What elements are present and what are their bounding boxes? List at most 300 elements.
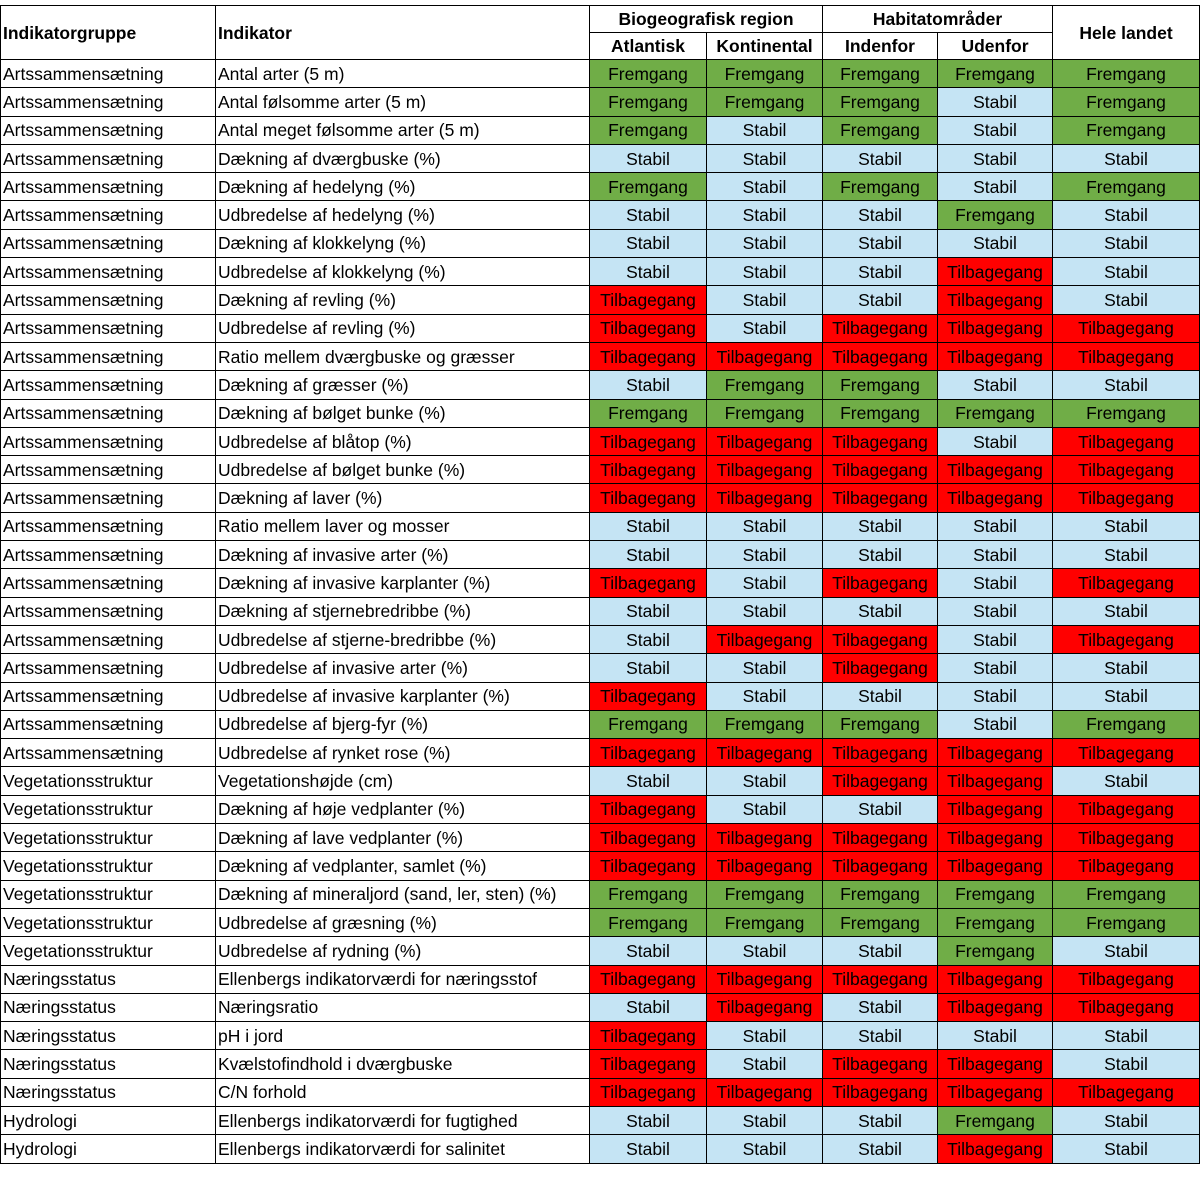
cell-status-indenfor: Stabil bbox=[823, 795, 938, 823]
cell-indikatorgruppe: Artssammensætning bbox=[1, 144, 216, 172]
cell-indikator: Dækning af invasive arter (%) bbox=[216, 541, 590, 569]
cell-indikatorgruppe: Artssammensætning bbox=[1, 399, 216, 427]
cell-indikator: Antal arter (5 m) bbox=[216, 60, 590, 88]
cell-indikatorgruppe: Næringsstatus bbox=[1, 1078, 216, 1106]
table-row bbox=[1, 314, 1200, 342]
cell-status-udenfor: Fremgang bbox=[938, 908, 1053, 936]
cell-status-atlantisk: Fremgang bbox=[590, 173, 707, 201]
cell-indikatorgruppe: Vegetationsstruktur bbox=[1, 852, 216, 880]
cell-status-udenfor: Stabil bbox=[938, 512, 1053, 540]
cell-status-hele-landet: Tilbagegang bbox=[1053, 456, 1200, 484]
cell-status-udenfor: Tilbagegang bbox=[938, 286, 1053, 314]
cell-status-indenfor: Stabil bbox=[823, 682, 938, 710]
cell-status-indenfor: Fremgang bbox=[823, 880, 938, 908]
cell-status-kontinental: Fremgang bbox=[707, 880, 823, 908]
cell-status-hele-landet: Stabil bbox=[1053, 201, 1200, 229]
cell-status-kontinental: Stabil bbox=[707, 258, 823, 286]
cell-status-atlantisk: Tilbagegang bbox=[590, 1022, 707, 1050]
cell-status-udenfor: Stabil bbox=[938, 597, 1053, 625]
cell-status-atlantisk: Stabil bbox=[590, 767, 707, 795]
cell-status-hele-landet: Fremgang bbox=[1053, 880, 1200, 908]
cell-status-indenfor: Tilbagegang bbox=[823, 314, 938, 342]
cell-indikator: Ellenbergs indikatorværdi for salinitet bbox=[216, 1135, 590, 1163]
cell-status-kontinental: Stabil bbox=[707, 116, 823, 144]
cell-indikator: Kvælstofindhold i dværgbuske bbox=[216, 1050, 590, 1078]
cell-indikatorgruppe: Artssammensætning bbox=[1, 258, 216, 286]
table-row bbox=[1, 1050, 1200, 1078]
cell-indikator: Udbredelse af rynket rose (%) bbox=[216, 739, 590, 767]
cell-status-atlantisk: Tilbagegang bbox=[590, 427, 707, 455]
cell-status-atlantisk: Tilbagegang bbox=[590, 484, 707, 512]
cell-indikator: Dækning af dværgbuske (%) bbox=[216, 144, 590, 172]
cell-indikator: Udbredelse af stjerne-bredribbe (%) bbox=[216, 625, 590, 653]
cell-status-kontinental: Tilbagegang bbox=[707, 456, 823, 484]
cell-indikatorgruppe: Artssammensætning bbox=[1, 625, 216, 653]
cell-indikatorgruppe: Artssammensætning bbox=[1, 427, 216, 455]
cell-status-udenfor: Tilbagegang bbox=[938, 824, 1053, 852]
table-row bbox=[1, 1078, 1200, 1106]
cell-status-kontinental: Stabil bbox=[707, 286, 823, 314]
cell-indikator: Dækning af laver (%) bbox=[216, 484, 590, 512]
cell-indikator: Ellenbergs indikatorværdi for fugtighed bbox=[216, 1106, 590, 1134]
cell-status-hele-landet: Fremgang bbox=[1053, 399, 1200, 427]
cell-status-kontinental: Stabil bbox=[707, 654, 823, 682]
cell-status-hele-landet: Stabil bbox=[1053, 1106, 1200, 1134]
cell-status-udenfor: Stabil bbox=[938, 88, 1053, 116]
cell-status-atlantisk: Stabil bbox=[590, 144, 707, 172]
cell-indikator: Vegetationshøjde (cm) bbox=[216, 767, 590, 795]
cell-status-indenfor: Stabil bbox=[823, 1106, 938, 1134]
table-header bbox=[1, 6, 1200, 60]
cell-status-atlantisk: Stabil bbox=[590, 541, 707, 569]
cell-status-hele-landet: Stabil bbox=[1053, 682, 1200, 710]
cell-status-hele-landet: Tilbagegang bbox=[1053, 625, 1200, 653]
header-atlantisk: Atlantisk bbox=[590, 33, 707, 60]
cell-status-atlantisk: Stabil bbox=[590, 258, 707, 286]
cell-status-udenfor: Stabil bbox=[938, 654, 1053, 682]
cell-indikator: Udbredelse af hedelyng (%) bbox=[216, 201, 590, 229]
table-row bbox=[1, 342, 1200, 370]
cell-status-indenfor: Tilbagegang bbox=[823, 824, 938, 852]
cell-indikatorgruppe: Artssammensætning bbox=[1, 342, 216, 370]
cell-status-udenfor: Tilbagegang bbox=[938, 965, 1053, 993]
cell-status-udenfor: Tilbagegang bbox=[938, 314, 1053, 342]
cell-indikator: Udbredelse af rydning (%) bbox=[216, 937, 590, 965]
cell-indikatorgruppe: Artssammensætning bbox=[1, 569, 216, 597]
cell-status-udenfor: Fremgang bbox=[938, 937, 1053, 965]
cell-indikator: Dækning af mineraljord (sand, ler, sten) (%) bbox=[216, 880, 590, 908]
cell-status-atlantisk: Tilbagegang bbox=[590, 852, 707, 880]
cell-status-indenfor: Fremgang bbox=[823, 173, 938, 201]
cell-status-atlantisk: Tilbagegang bbox=[590, 795, 707, 823]
cell-status-indenfor: Fremgang bbox=[823, 371, 938, 399]
cell-status-kontinental: Tilbagegang bbox=[707, 993, 823, 1021]
table-body bbox=[1, 60, 1200, 1164]
cell-status-udenfor: Stabil bbox=[938, 569, 1053, 597]
cell-status-indenfor: Tilbagegang bbox=[823, 852, 938, 880]
table-row bbox=[1, 1135, 1200, 1163]
cell-status-kontinental: Stabil bbox=[707, 937, 823, 965]
table-row bbox=[1, 937, 1200, 965]
cell-indikator: Udbredelse af invasive karplanter (%) bbox=[216, 682, 590, 710]
cell-status-kontinental: Stabil bbox=[707, 1050, 823, 1078]
cell-status-indenfor: Fremgang bbox=[823, 710, 938, 738]
cell-status-hele-landet: Stabil bbox=[1053, 937, 1200, 965]
cell-status-kontinental: Fremgang bbox=[707, 710, 823, 738]
cell-status-kontinental: Tilbagegang bbox=[707, 852, 823, 880]
table-row bbox=[1, 625, 1200, 653]
cell-status-udenfor: Tilbagegang bbox=[938, 739, 1053, 767]
cell-indikator: C/N forhold bbox=[216, 1078, 590, 1106]
cell-status-kontinental: Tilbagegang bbox=[707, 1078, 823, 1106]
indicator-trend-table bbox=[0, 5, 1200, 1164]
cell-status-kontinental: Stabil bbox=[707, 1022, 823, 1050]
cell-status-kontinental: Stabil bbox=[707, 767, 823, 795]
cell-indikator: Udbredelse af bølget bunke (%) bbox=[216, 456, 590, 484]
cell-status-kontinental: Stabil bbox=[707, 512, 823, 540]
cell-indikatorgruppe: Artssammensætning bbox=[1, 371, 216, 399]
cell-indikator: Udbredelse af blåtop (%) bbox=[216, 427, 590, 455]
cell-status-udenfor: Tilbagegang bbox=[938, 1135, 1053, 1163]
cell-status-hele-landet: Stabil bbox=[1053, 1050, 1200, 1078]
cell-status-indenfor: Tilbagegang bbox=[823, 625, 938, 653]
cell-indikator: Dækning af stjernebredribbe (%) bbox=[216, 597, 590, 625]
cell-status-hele-landet: Tilbagegang bbox=[1053, 569, 1200, 597]
cell-status-indenfor: Fremgang bbox=[823, 88, 938, 116]
cell-status-atlantisk: Tilbagegang bbox=[590, 456, 707, 484]
cell-status-atlantisk: Stabil bbox=[590, 371, 707, 399]
cell-status-hele-landet: Tilbagegang bbox=[1053, 314, 1200, 342]
cell-status-hele-landet: Tilbagegang bbox=[1053, 795, 1200, 823]
cell-status-kontinental: Tilbagegang bbox=[707, 824, 823, 852]
cell-status-indenfor: Stabil bbox=[823, 286, 938, 314]
cell-status-indenfor: Fremgang bbox=[823, 60, 938, 88]
cell-status-atlantisk: Tilbagegang bbox=[590, 965, 707, 993]
cell-indikatorgruppe: Hydrologi bbox=[1, 1135, 216, 1163]
cell-indikatorgruppe: Artssammensætning bbox=[1, 484, 216, 512]
cell-indikator: Antal meget følsomme arter (5 m) bbox=[216, 116, 590, 144]
cell-status-atlantisk: Tilbagegang bbox=[590, 314, 707, 342]
cell-status-hele-landet: Stabil bbox=[1053, 1022, 1200, 1050]
cell-status-hele-landet: Stabil bbox=[1053, 1135, 1200, 1163]
cell-status-indenfor: Tilbagegang bbox=[823, 739, 938, 767]
cell-indikatorgruppe: Vegetationsstruktur bbox=[1, 937, 216, 965]
cell-status-atlantisk: Stabil bbox=[590, 512, 707, 540]
header-kontinental: Kontinental bbox=[707, 33, 823, 60]
cell-indikator: pH i jord bbox=[216, 1022, 590, 1050]
cell-status-udenfor: Stabil bbox=[938, 427, 1053, 455]
cell-status-hele-landet: Fremgang bbox=[1053, 173, 1200, 201]
cell-status-udenfor: Tilbagegang bbox=[938, 852, 1053, 880]
cell-status-indenfor: Fremgang bbox=[823, 116, 938, 144]
header-biogeografisk-region: Biogeografisk region bbox=[590, 6, 823, 33]
cell-indikator: Næringsratio bbox=[216, 993, 590, 1021]
cell-status-atlantisk: Stabil bbox=[590, 654, 707, 682]
table-row bbox=[1, 60, 1200, 88]
header-hele-landet: Hele landet bbox=[1053, 6, 1200, 60]
table-row bbox=[1, 258, 1200, 286]
cell-status-kontinental: Stabil bbox=[707, 173, 823, 201]
cell-indikatorgruppe: Næringsstatus bbox=[1, 1050, 216, 1078]
cell-status-udenfor: Stabil bbox=[938, 541, 1053, 569]
header-indenfor: Indenfor bbox=[823, 33, 938, 60]
cell-status-hele-landet: Stabil bbox=[1053, 767, 1200, 795]
cell-status-indenfor: Tilbagegang bbox=[823, 1078, 938, 1106]
cell-status-hele-landet: Stabil bbox=[1053, 654, 1200, 682]
cell-status-udenfor: Fremgang bbox=[938, 201, 1053, 229]
cell-status-kontinental: Fremgang bbox=[707, 88, 823, 116]
cell-indikator: Udbredelse af klokkelyng (%) bbox=[216, 258, 590, 286]
table-row bbox=[1, 88, 1200, 116]
cell-status-atlantisk: Fremgang bbox=[590, 399, 707, 427]
cell-status-indenfor: Stabil bbox=[823, 229, 938, 257]
cell-status-indenfor: Stabil bbox=[823, 144, 938, 172]
cell-indikatorgruppe: Artssammensætning bbox=[1, 597, 216, 625]
cell-indikatorgruppe: Artssammensætning bbox=[1, 60, 216, 88]
cell-status-atlantisk: Stabil bbox=[590, 993, 707, 1021]
cell-status-hele-landet: Stabil bbox=[1053, 144, 1200, 172]
cell-status-atlantisk: Tilbagegang bbox=[590, 342, 707, 370]
cell-status-hele-landet: Fremgang bbox=[1053, 710, 1200, 738]
cell-status-kontinental: Fremgang bbox=[707, 60, 823, 88]
header-indikatorgruppe: Indikatorgruppe bbox=[1, 6, 216, 60]
cell-status-udenfor: Tilbagegang bbox=[938, 1078, 1053, 1106]
cell-status-indenfor: Stabil bbox=[823, 512, 938, 540]
cell-status-indenfor: Stabil bbox=[823, 597, 938, 625]
table-row bbox=[1, 541, 1200, 569]
cell-status-kontinental: Stabil bbox=[707, 314, 823, 342]
cell-status-indenfor: Tilbagegang bbox=[823, 654, 938, 682]
cell-status-udenfor: Tilbagegang bbox=[938, 258, 1053, 286]
cell-status-atlantisk: Stabil bbox=[590, 1106, 707, 1134]
table-row bbox=[1, 116, 1200, 144]
cell-status-atlantisk: Stabil bbox=[590, 229, 707, 257]
table-row bbox=[1, 144, 1200, 172]
cell-indikator: Dækning af vedplanter, samlet (%) bbox=[216, 852, 590, 880]
cell-indikatorgruppe: Artssammensætning bbox=[1, 229, 216, 257]
cell-status-indenfor: Stabil bbox=[823, 541, 938, 569]
cell-status-udenfor: Tilbagegang bbox=[938, 342, 1053, 370]
table-row bbox=[1, 569, 1200, 597]
cell-status-indenfor: Tilbagegang bbox=[823, 1050, 938, 1078]
cell-indikatorgruppe: Artssammensætning bbox=[1, 682, 216, 710]
cell-status-hele-landet: Tilbagegang bbox=[1053, 484, 1200, 512]
table-row bbox=[1, 1022, 1200, 1050]
cell-indikatorgruppe: Vegetationsstruktur bbox=[1, 824, 216, 852]
cell-status-kontinental: Fremgang bbox=[707, 399, 823, 427]
cell-status-kontinental: Tilbagegang bbox=[707, 625, 823, 653]
cell-indikator: Dækning af invasive karplanter (%) bbox=[216, 569, 590, 597]
table-row bbox=[1, 739, 1200, 767]
cell-status-hele-landet: Stabil bbox=[1053, 229, 1200, 257]
cell-status-atlantisk: Stabil bbox=[590, 625, 707, 653]
cell-status-udenfor: Tilbagegang bbox=[938, 993, 1053, 1021]
cell-status-hele-landet: Tilbagegang bbox=[1053, 739, 1200, 767]
cell-status-kontinental: Tilbagegang bbox=[707, 484, 823, 512]
cell-status-hele-landet: Fremgang bbox=[1053, 88, 1200, 116]
cell-indikatorgruppe: Artssammensætning bbox=[1, 173, 216, 201]
cell-status-udenfor: Stabil bbox=[938, 625, 1053, 653]
cell-status-indenfor: Tilbagegang bbox=[823, 965, 938, 993]
cell-status-kontinental: Stabil bbox=[707, 201, 823, 229]
cell-status-atlantisk: Fremgang bbox=[590, 88, 707, 116]
cell-status-hele-landet: Fremgang bbox=[1053, 60, 1200, 88]
cell-status-hele-landet: Tilbagegang bbox=[1053, 965, 1200, 993]
table-row bbox=[1, 795, 1200, 823]
table-row bbox=[1, 484, 1200, 512]
cell-indikatorgruppe: Næringsstatus bbox=[1, 993, 216, 1021]
cell-status-indenfor: Tilbagegang bbox=[823, 456, 938, 484]
cell-status-indenfor: Tilbagegang bbox=[823, 767, 938, 795]
cell-indikator: Dækning af græsser (%) bbox=[216, 371, 590, 399]
cell-indikatorgruppe: Næringsstatus bbox=[1, 965, 216, 993]
cell-status-udenfor: Tilbagegang bbox=[938, 456, 1053, 484]
cell-indikator: Dækning af hedelyng (%) bbox=[216, 173, 590, 201]
cell-status-indenfor: Tilbagegang bbox=[823, 569, 938, 597]
cell-status-hele-landet: Stabil bbox=[1053, 541, 1200, 569]
table-row bbox=[1, 710, 1200, 738]
cell-status-kontinental: Tilbagegang bbox=[707, 427, 823, 455]
cell-status-indenfor: Stabil bbox=[823, 1022, 938, 1050]
table-row bbox=[1, 993, 1200, 1021]
cell-status-atlantisk: Fremgang bbox=[590, 710, 707, 738]
header-row-top bbox=[1, 6, 1200, 33]
cell-indikator: Dækning af bølget bunke (%) bbox=[216, 399, 590, 427]
cell-indikatorgruppe: Artssammensætning bbox=[1, 710, 216, 738]
cell-indikatorgruppe: Hydrologi bbox=[1, 1106, 216, 1134]
table-row bbox=[1, 597, 1200, 625]
cell-status-kontinental: Stabil bbox=[707, 1135, 823, 1163]
cell-status-atlantisk: Stabil bbox=[590, 597, 707, 625]
cell-indikatorgruppe: Artssammensætning bbox=[1, 201, 216, 229]
cell-status-hele-landet: Stabil bbox=[1053, 371, 1200, 399]
cell-status-udenfor: Stabil bbox=[938, 682, 1053, 710]
cell-status-kontinental: Stabil bbox=[707, 682, 823, 710]
cell-status-hele-landet: Fremgang bbox=[1053, 116, 1200, 144]
cell-indikator: Ellenbergs indikatorværdi for næringsstof bbox=[216, 965, 590, 993]
cell-indikatorgruppe: Artssammensætning bbox=[1, 314, 216, 342]
cell-status-udenfor: Fremgang bbox=[938, 399, 1053, 427]
cell-status-atlantisk: Stabil bbox=[590, 1135, 707, 1163]
table-row bbox=[1, 908, 1200, 936]
table-row bbox=[1, 229, 1200, 257]
cell-indikatorgruppe: Artssammensætning bbox=[1, 88, 216, 116]
cell-status-indenfor: Stabil bbox=[823, 201, 938, 229]
cell-indikatorgruppe: Artssammensætning bbox=[1, 286, 216, 314]
cell-status-atlantisk: Tilbagegang bbox=[590, 739, 707, 767]
cell-status-kontinental: Fremgang bbox=[707, 908, 823, 936]
table-row bbox=[1, 852, 1200, 880]
cell-status-atlantisk: Fremgang bbox=[590, 908, 707, 936]
cell-status-indenfor: Stabil bbox=[823, 258, 938, 286]
table-row bbox=[1, 456, 1200, 484]
cell-status-indenfor: Stabil bbox=[823, 993, 938, 1021]
cell-status-kontinental: Stabil bbox=[707, 1106, 823, 1134]
cell-indikatorgruppe: Artssammensætning bbox=[1, 116, 216, 144]
cell-indikatorgruppe: Artssammensætning bbox=[1, 739, 216, 767]
cell-status-udenfor: Stabil bbox=[938, 710, 1053, 738]
table-row bbox=[1, 371, 1200, 399]
cell-indikator: Ratio mellem laver og mosser bbox=[216, 512, 590, 540]
cell-status-atlantisk: Fremgang bbox=[590, 60, 707, 88]
cell-status-hele-landet: Tilbagegang bbox=[1053, 1078, 1200, 1106]
table-row bbox=[1, 201, 1200, 229]
header-indikator: Indikator bbox=[216, 6, 590, 60]
table-row bbox=[1, 880, 1200, 908]
cell-status-indenfor: Stabil bbox=[823, 1135, 938, 1163]
cell-status-kontinental: Stabil bbox=[707, 541, 823, 569]
cell-indikator: Dækning af revling (%) bbox=[216, 286, 590, 314]
cell-status-hele-landet: Tilbagegang bbox=[1053, 342, 1200, 370]
table-row bbox=[1, 512, 1200, 540]
cell-indikatorgruppe: Artssammensætning bbox=[1, 512, 216, 540]
cell-status-indenfor: Tilbagegang bbox=[823, 427, 938, 455]
cell-status-kontinental: Stabil bbox=[707, 569, 823, 597]
cell-indikator: Udbredelse af invasive arter (%) bbox=[216, 654, 590, 682]
cell-status-kontinental: Stabil bbox=[707, 229, 823, 257]
cell-indikatorgruppe: Artssammensætning bbox=[1, 541, 216, 569]
cell-indikator: Dækning af lave vedplanter (%) bbox=[216, 824, 590, 852]
cell-indikator: Ratio mellem dværgbuske og græsser bbox=[216, 342, 590, 370]
cell-status-udenfor: Stabil bbox=[938, 173, 1053, 201]
cell-status-atlantisk: Fremgang bbox=[590, 116, 707, 144]
cell-status-indenfor: Stabil bbox=[823, 937, 938, 965]
table-row bbox=[1, 767, 1200, 795]
cell-status-atlantisk: Tilbagegang bbox=[590, 682, 707, 710]
cell-status-udenfor: Fremgang bbox=[938, 1106, 1053, 1134]
cell-status-atlantisk: Stabil bbox=[590, 201, 707, 229]
cell-status-hele-landet: Stabil bbox=[1053, 597, 1200, 625]
cell-indikator: Udbredelse af græsning (%) bbox=[216, 908, 590, 936]
cell-status-udenfor: Tilbagegang bbox=[938, 795, 1053, 823]
cell-status-hele-landet: Fremgang bbox=[1053, 908, 1200, 936]
table-row bbox=[1, 965, 1200, 993]
table-row bbox=[1, 173, 1200, 201]
table-row bbox=[1, 399, 1200, 427]
cell-status-kontinental: Stabil bbox=[707, 144, 823, 172]
cell-status-hele-landet: Stabil bbox=[1053, 286, 1200, 314]
table-row bbox=[1, 824, 1200, 852]
cell-status-kontinental: Tilbagegang bbox=[707, 965, 823, 993]
cell-indikatorgruppe: Vegetationsstruktur bbox=[1, 795, 216, 823]
cell-status-udenfor: Stabil bbox=[938, 1022, 1053, 1050]
cell-indikator: Antal følsomme arter (5 m) bbox=[216, 88, 590, 116]
cell-status-udenfor: Fremgang bbox=[938, 880, 1053, 908]
cell-indikatorgruppe: Artssammensætning bbox=[1, 654, 216, 682]
cell-status-atlantisk: Tilbagegang bbox=[590, 569, 707, 597]
cell-status-kontinental: Stabil bbox=[707, 597, 823, 625]
cell-indikator: Dækning af høje vedplanter (%) bbox=[216, 795, 590, 823]
table-row bbox=[1, 286, 1200, 314]
cell-status-indenfor: Tilbagegang bbox=[823, 342, 938, 370]
cell-status-atlantisk: Tilbagegang bbox=[590, 1078, 707, 1106]
table-row bbox=[1, 654, 1200, 682]
cell-status-atlantisk: Tilbagegang bbox=[590, 286, 707, 314]
cell-status-udenfor: Tilbagegang bbox=[938, 484, 1053, 512]
header-habitatomraader: Habitatområder bbox=[823, 6, 1053, 33]
cell-status-atlantisk: Tilbagegang bbox=[590, 1050, 707, 1078]
cell-status-atlantisk: Fremgang bbox=[590, 880, 707, 908]
cell-status-kontinental: Fremgang bbox=[707, 371, 823, 399]
cell-status-indenfor: Fremgang bbox=[823, 908, 938, 936]
table-row bbox=[1, 427, 1200, 455]
cell-indikator: Dækning af klokkelyng (%) bbox=[216, 229, 590, 257]
cell-status-udenfor: Stabil bbox=[938, 144, 1053, 172]
cell-indikatorgruppe: Vegetationsstruktur bbox=[1, 767, 216, 795]
cell-status-udenfor: Stabil bbox=[938, 229, 1053, 257]
table-row bbox=[1, 1106, 1200, 1134]
table-row bbox=[1, 682, 1200, 710]
